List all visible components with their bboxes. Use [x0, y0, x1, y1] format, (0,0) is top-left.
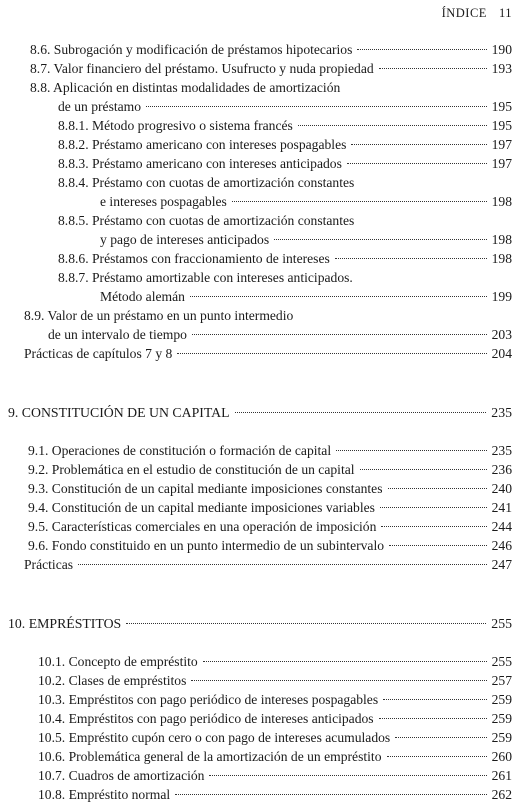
toc-entry[interactable]: 8.8.6. Préstamos con fraccionamiento de intereses 198 [58, 251, 512, 266]
toc-chapter-entry[interactable]: 9. CONSTITUCIÓN DE UN CAPITAL 235 [8, 405, 512, 420]
toc-entry[interactable]: 10.4. Empréstitos con pago periódico de intereses anticipados 259 [38, 711, 512, 726]
toc-entry[interactable]: 10.5. Empréstito cupón cero o con pago de intereses acumulados 259 [38, 730, 512, 745]
running-header-title: ÍNDICE [441, 6, 487, 20]
toc-entry[interactable]: Método alemán 199 [100, 289, 512, 304]
toc-entry-line: 8.8.4. Préstamo con cuotas de amortización constantes [58, 175, 355, 190]
toc-entry[interactable]: de un préstamo 195 [58, 99, 512, 114]
toc-entry[interactable]: 8.8.3. Préstamo americano con intereses anticipados 197 [58, 156, 512, 171]
toc-entry[interactable]: Prácticas de capítulos 7 y 8 204 [24, 346, 512, 361]
toc-entry[interactable]: 10.7. Cuadros de amortización 261 [38, 768, 512, 783]
toc-entry[interactable]: e intereses pospagables 198 [100, 194, 512, 209]
toc-entry[interactable]: de un intervalo de tiempo 203 [48, 327, 512, 342]
toc-entry-line: 8.8.5. Préstamo con cuotas de amortización constantes [58, 213, 355, 228]
toc-entry[interactable]: 9.4. Constitución de un capital mediante imposiciones variables 241 [28, 500, 512, 515]
toc-entry[interactable]: 10.2. Clases de empréstitos 257 [38, 673, 512, 688]
running-header-page-number: 11 [498, 6, 512, 20]
toc-entry[interactable]: 9.5. Características comerciales en una operación de imposición 244 [28, 519, 512, 534]
toc-chapter-entry[interactable]: 10. EMPRÉSTITOS 255 [8, 616, 512, 631]
toc-entry[interactable]: 9.2. Problemática en el estudio de constitución de un capital 236 [28, 462, 512, 477]
toc-entry[interactable]: 9.1. Operaciones de constitución o formación de capital 235 [28, 443, 512, 458]
toc-entry[interactable]: 10.6. Problemática general de la amortización de un empréstito 260 [38, 749, 512, 764]
toc-entry[interactable]: 9.6. Fondo constituido en un punto intermedio de un subintervalo 246 [28, 538, 512, 553]
toc-entry[interactable]: 10.3. Empréstitos con pago periódico de intereses pospagables 259 [38, 692, 512, 707]
toc-entry[interactable]: Prácticas 247 [24, 557, 512, 572]
toc-entry-line: 8.8.7. Préstamo amortizable con intereses anticipados. [58, 270, 353, 285]
toc-entry[interactable]: 8.8.2. Préstamo americano con intereses pospagables 197 [58, 137, 512, 152]
toc-entry[interactable]: y pago de intereses anticipados 198 [100, 232, 512, 247]
toc-entry-line: 8.9. Valor de un préstamo en un punto intermedio [24, 308, 294, 323]
running-header [442, 6, 512, 21]
toc-entry[interactable]: 8.6. Subrogación y modificación de préstamos hipotecarios 190 [30, 42, 512, 57]
toc-entry-line: 8.8. Aplicación en distintas modalidades de amortización [30, 80, 341, 95]
toc-entry[interactable]: 10.8. Empréstito normal 262 [38, 787, 512, 802]
toc-entry[interactable]: 10.1. Concepto de empréstito 255 [38, 654, 512, 669]
toc-entry[interactable]: 8.7. Valor financiero del préstamo. Usufructo y nuda propiedad 193 [30, 61, 512, 76]
toc-entry[interactable]: 9.3. Constitución de un capital mediante imposiciones constantes 240 [28, 481, 512, 496]
toc-entry[interactable]: 8.8.1. Método progresivo o sistema francés 195 [58, 118, 512, 133]
